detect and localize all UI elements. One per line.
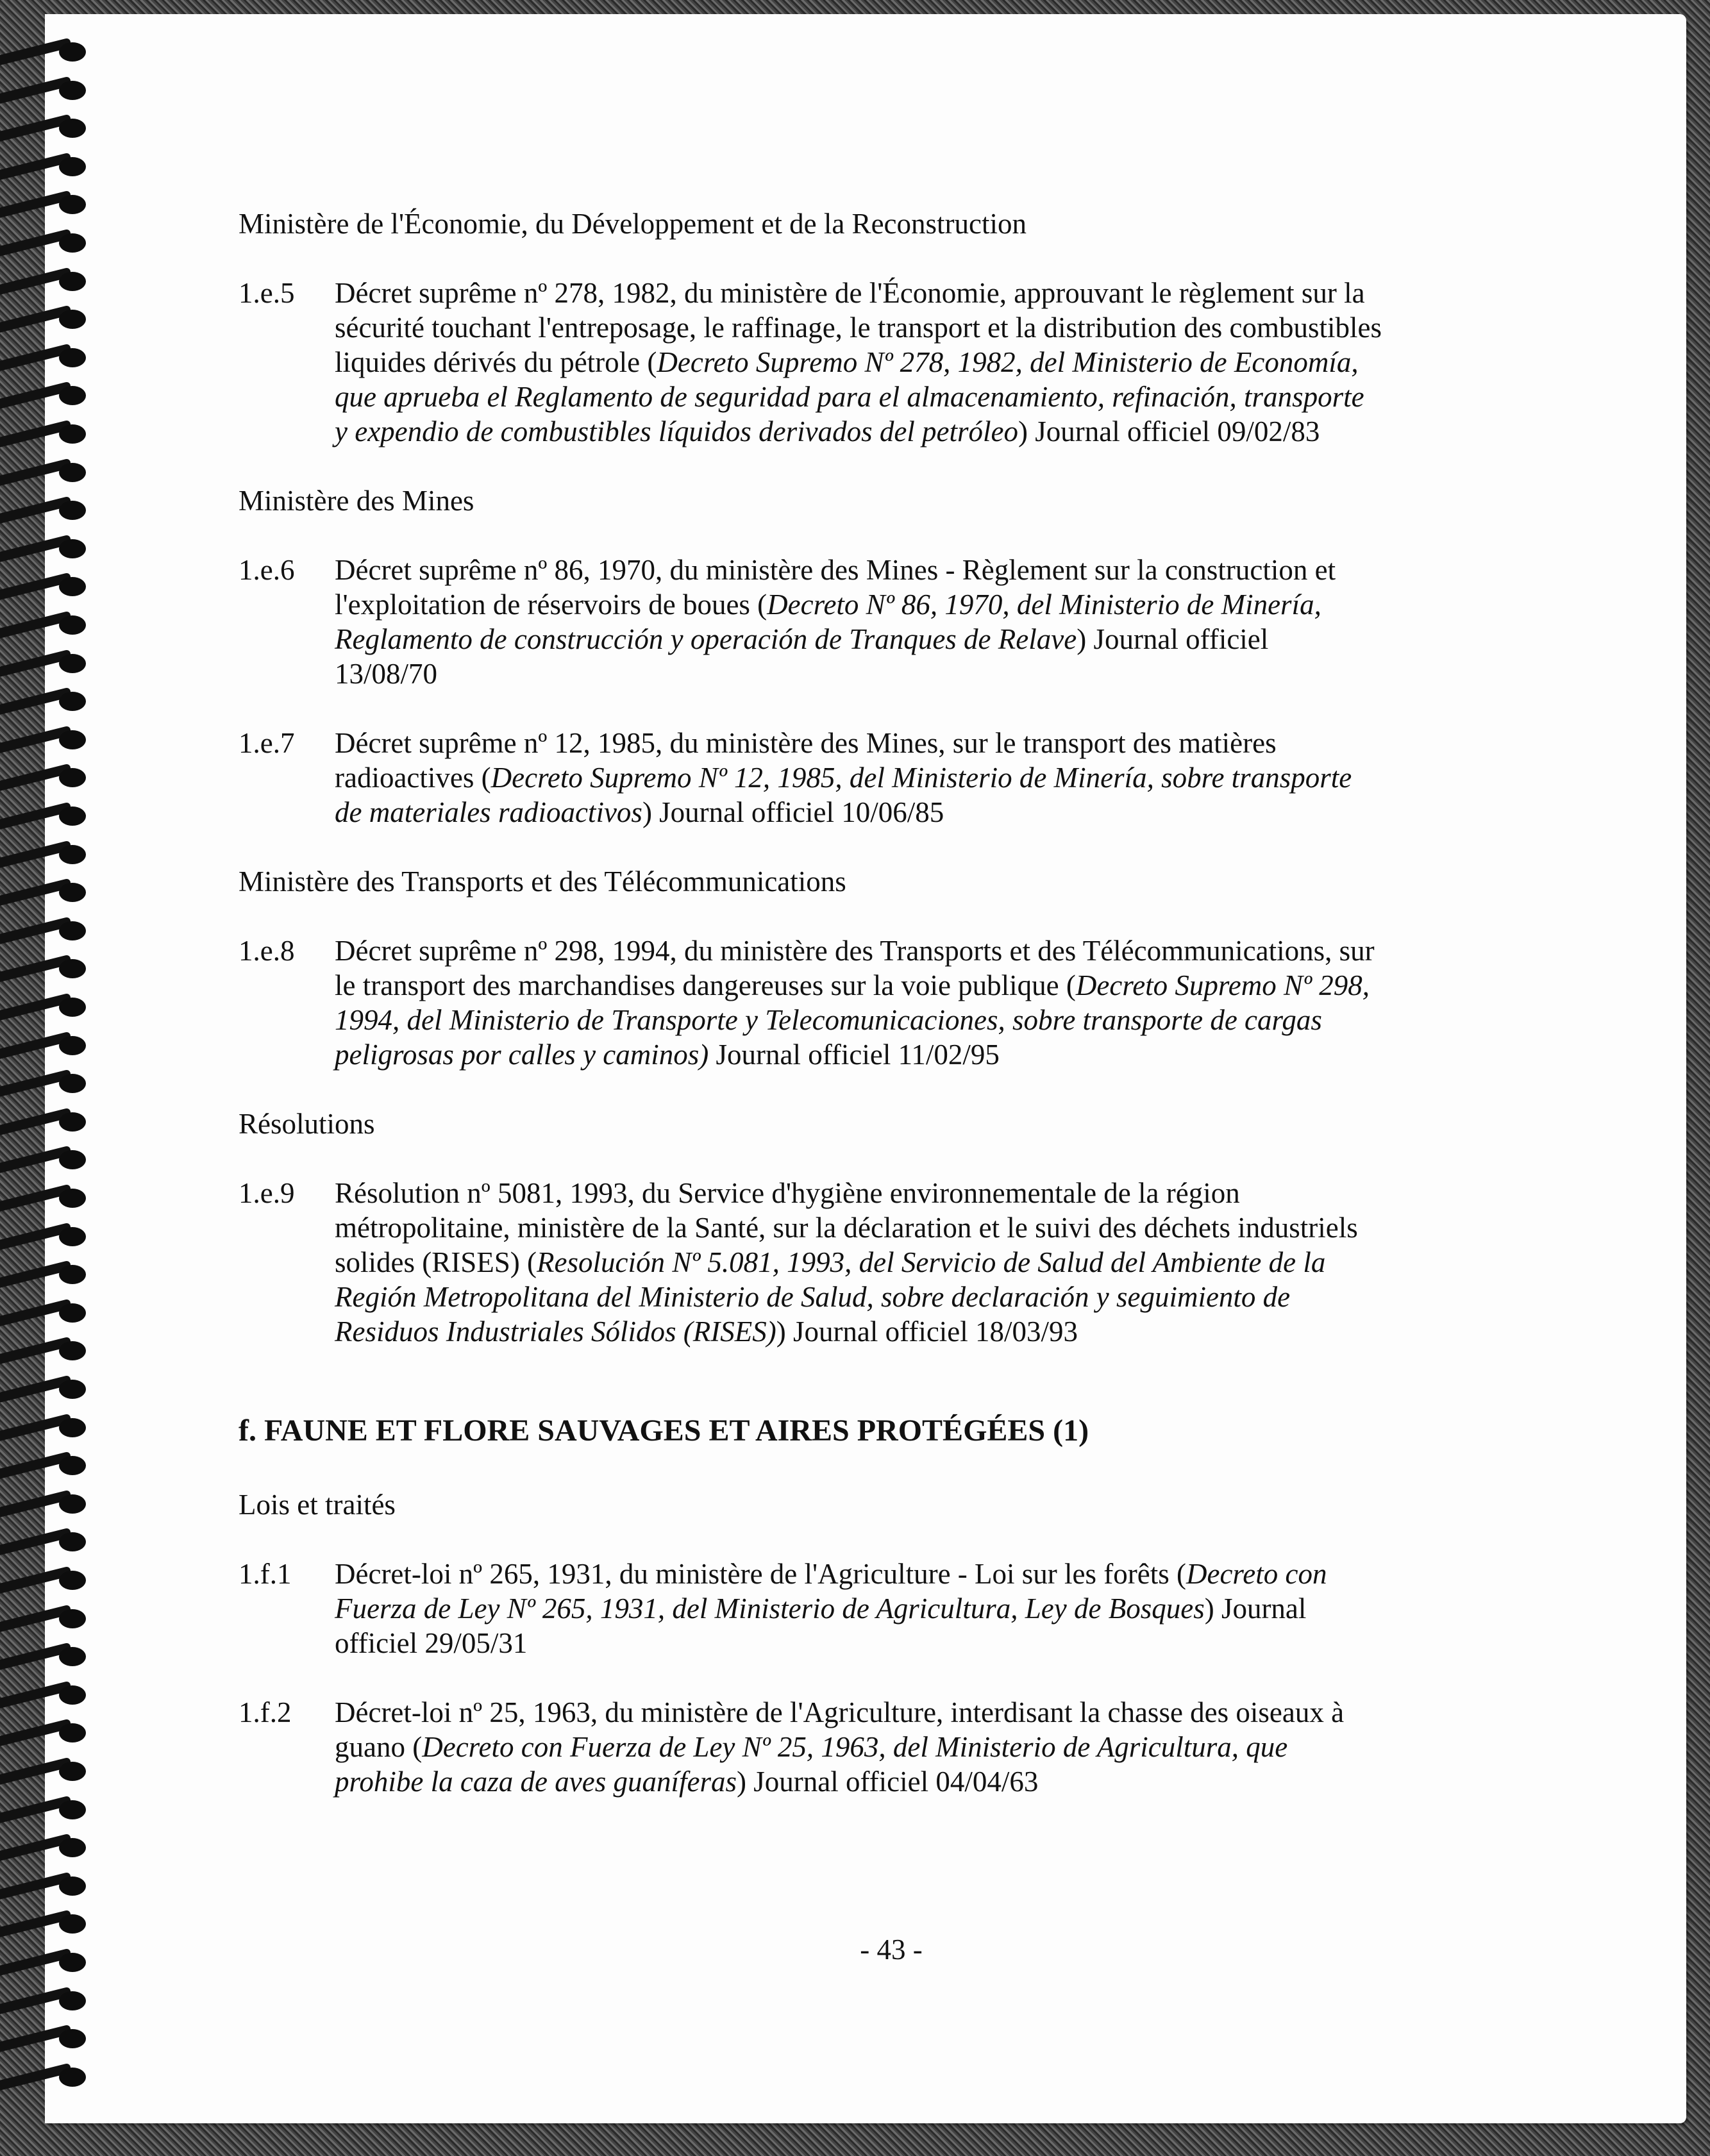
entry-line [335,587,1556,622]
binding-hole [59,272,86,291]
binding-ring [0,1261,96,1287]
entry-citation-italic: de materiales radioactivos [335,796,642,828]
entry-code: 1.e.6 [239,554,295,586]
binding-hole [59,1074,86,1093]
entry-text-part: 13/08/70 [335,658,438,690]
binding-hole [59,81,86,100]
page-number: - 43 - [860,1934,923,1966]
binding-ring [0,994,96,1019]
binding-hole [59,1953,86,1972]
binding-hole [59,577,86,596]
binding-hole [59,119,86,138]
binding-ring [0,38,96,64]
entry-text-part: l'exploitation de réservoirs de boues ( [335,589,767,621]
entry-citation-italic: Región Metropolitana del Ministerio de Salud, sobre declaración y seguimiento de [335,1281,1291,1313]
entry-line [335,1210,1556,1245]
entry-line [335,310,1556,345]
entry-line [335,380,1556,414]
entry-text-part: Décret suprême nº 298, 1994, du ministère des Transports et des Télécommunications, sur [335,935,1375,967]
binding-ring [0,573,96,599]
binding-hole [59,1647,86,1666]
section-heading-transports: Ministère des Transports et des Télécommunications [239,865,846,898]
binding-hole [59,1150,86,1169]
entry-line [335,1626,1556,1660]
entry-text-part: Décret-loi nº 25, 1963, du ministère de l'Agriculture, interdisant la chasse des oiseaux à [335,1696,1345,1728]
entry-code: 1.e.8 [239,935,295,967]
binding-hole [59,1762,86,1781]
entry-code: 1.e.9 [239,1177,295,1209]
binding-ring [0,77,96,103]
binding-hole [59,1571,86,1590]
binding-hole [59,845,86,864]
binding-hole [59,615,86,635]
entry-line [335,795,1556,830]
binding-ring [0,1299,96,1325]
entry-citation-italic: Residuos Industriales Sólidos (RISES) [335,1316,776,1348]
entry-text-part: ) Journal officiel 09/02/83 [1018,415,1320,447]
binding-ring [0,1146,96,1172]
entry-line [335,726,1556,760]
binding-hole [59,1036,86,1055]
binding-hole [59,768,86,787]
binding-ring [0,688,96,714]
binding-ring [0,1108,96,1134]
entry-line [335,1764,1556,1799]
binding-ring [0,268,96,294]
binding-hole [59,730,86,749]
binding-hole [59,1800,86,1819]
binding-ring [0,1414,96,1440]
entry-line [335,1314,1556,1349]
entry-text-part: métropolitaine, ministère de la Santé, sur la déclaration et le suivi des déchets industriels [335,1212,1358,1244]
binding-ring [0,191,96,217]
binding-hole [59,2029,86,2048]
entry-citation-italic: Decreto Nº 86, 1970, del Ministerio de Minería, [767,589,1321,621]
page-content [45,14,1686,2123]
binding-hole [59,1265,86,1284]
entry-line [335,345,1556,380]
entry-text-part: officiel 29/05/31 [335,1627,528,1659]
binding-ring [0,1185,96,1210]
entry-text [335,276,1556,449]
entry-line [335,553,1556,587]
binding-ring [0,459,96,485]
binding-ring [0,421,96,446]
section-heading-laws-treaties: Lois et traités [239,1489,396,1521]
entry-text-part: Décret suprême nº 86, 1970, du ministère des Mines - Règlement sur la construction et [335,554,1336,586]
binding-hole [59,1723,86,1742]
binding-hole [59,501,86,520]
binding-ring [0,1719,96,1745]
binding-hole [59,2068,86,2087]
binding-ring [0,497,96,522]
binding-hole [59,1303,86,1323]
binding-ring [0,955,96,981]
binding-hole [59,1609,86,1628]
entry-line [335,1695,1556,1730]
entry-citation-italic: prohibe la caza de aves guaníferas [335,1766,737,1798]
section-heading-resolutions: Résolutions [239,1108,375,1140]
binding-ring [0,1910,96,1936]
binding-hole [59,1456,86,1475]
entry-citation-italic: que aprueba el Reglamento de seguridad para el almacenamiento, refinación, transporte [335,381,1364,413]
binding-hole [59,1341,86,1360]
section-heading-mines: Ministère des Mines [239,485,474,517]
binding-hole [59,310,86,329]
binding-ring [0,306,96,331]
entry-line [335,1280,1556,1314]
entry-code: 1.e.5 [239,277,295,309]
entry-citation-italic: Decreto Supremo Nº 298, [1075,969,1370,1001]
entry-text [335,726,1556,830]
binding-hole [59,1112,86,1132]
binding-ring [0,1796,96,1822]
entry-text-part: ) Journal officiel 04/04/63 [737,1766,1039,1798]
binding-ring [0,1032,96,1058]
binding-ring [0,764,96,790]
binding-ring [0,1682,96,1707]
binding-hole [59,424,86,444]
entry-text-part: Journal officiel 11/02/95 [708,1039,1000,1071]
binding-hole [59,1838,86,1857]
spiral-binding [0,38,96,2109]
entry-text-part: ) Journal officiel 10/06/85 [642,796,944,828]
entry-text-part: ) Journal [1204,1592,1307,1625]
binding-ring [0,1223,96,1249]
binding-ring [0,1873,96,1898]
binding-ring [0,879,96,905]
binding-hole [59,157,86,176]
entry-line [335,760,1556,795]
binding-ring [0,1605,96,1631]
section-heading-economy: Ministère de l'Économie, du Développement et de la Reconstruction [239,208,1027,240]
entry-line [335,1591,1556,1626]
binding-hole [59,1876,86,1896]
entry-line [335,1730,1556,1764]
binding-hole [59,806,86,826]
binding-hole [59,463,86,482]
binding-hole [59,692,86,711]
entry-citation-italic: Decreto con [1186,1558,1327,1590]
entry-text [335,553,1556,691]
entry-line [335,1245,1556,1280]
binding-ring [0,917,96,943]
entry-code: 1.f.1 [239,1558,292,1590]
binding-hole [59,233,86,253]
binding-ring [0,1834,96,1860]
binding-ring [0,726,96,752]
binding-hole [59,654,86,673]
binding-hole [59,1532,86,1551]
entry-citation-italic: Resolución Nº 5.081, 1993, del Servicio de Salud del Ambiente de la [537,1246,1326,1278]
binding-hole [59,998,86,1017]
binding-hole [59,1380,86,1399]
entry-text [335,1695,1556,1799]
entry-text-part: radioactives ( [335,762,491,794]
binding-ring [0,841,96,867]
entry-citation-italic: 1994, del Ministerio de Transporte y Telecomunicaciones, sobre transporte de cargas [335,1004,1322,1036]
entry-code: 1.f.2 [239,1696,292,1728]
binding-hole [59,1189,86,1208]
entry-text-part: le transport des marchandises dangereuses sur la voie publique ( [335,969,1076,1001]
entry-text [335,1557,1556,1660]
binding-hole [59,42,86,62]
entry-line [335,1037,1556,1072]
entry-text-part: ) Journal officiel 18/03/93 [776,1316,1078,1348]
entry-line [335,1003,1556,1037]
binding-hole [59,1914,86,1934]
binding-ring [0,650,96,676]
entry-code: 1.e.7 [239,727,295,759]
binding-hole [59,1991,86,2010]
entry-line [335,1557,1556,1591]
binding-hole [59,1227,86,1246]
entry-text [335,1176,1556,1349]
binding-hole [59,959,86,978]
entry-text-part: Décret suprême nº 278, 1982, du ministère de l'Économie, approuvant le règlement sur la [335,277,1365,309]
binding-ring [0,535,96,561]
binding-ring [0,1949,96,1975]
binding-ring [0,115,96,140]
entry-line [335,656,1556,691]
binding-ring [0,1376,96,1401]
entry-line [335,622,1556,656]
binding-ring [0,612,96,637]
binding-hole [59,1418,86,1437]
binding-hole [59,539,86,558]
entry-line [335,933,1556,968]
binding-ring [0,2064,96,2089]
document-page [45,14,1686,2123]
entry-line [335,1176,1556,1210]
binding-ring [0,2025,96,2051]
binding-ring [0,1528,96,1554]
binding-ring [0,1337,96,1363]
binding-ring [0,230,96,255]
entry-text-part: guano ( [335,1731,423,1763]
binding-hole [59,195,86,214]
entry-text-part: Décret-loi nº 265, 1931, du ministère de l'Agriculture - Loi sur les forêts ( [335,1558,1186,1590]
entry-text-part: sécurité touchant l'entreposage, le raffinage, le transport et la distribution des combustibles [335,312,1382,344]
entry-text-part: ) Journal officiel [1077,623,1269,655]
entry-text [335,933,1556,1072]
binding-ring [0,1987,96,2013]
entry-line [335,414,1556,449]
entry-citation-italic: Decreto Supremo Nº 12, 1985, del Ministerio de Minería, sobre transporte [490,762,1352,794]
binding-hole [59,1685,86,1705]
binding-ring [0,1070,96,1096]
binding-ring [0,382,96,408]
binding-ring [0,1643,96,1669]
binding-ring [0,1758,96,1784]
entry-line [335,276,1556,310]
binding-hole [59,386,86,405]
entry-citation-italic: y expendio de combustibles líquidos derivados del petróleo [335,415,1019,447]
binding-hole [59,921,86,940]
entry-text-part: solides (RISES) ( [335,1246,537,1278]
entry-text-part: Décret suprême nº 12, 1985, du ministère des Mines, sur le transport des matières [335,727,1277,759]
section-heading-fauna-flora: f. FAUNE ET FLORE SAUVAGES ET AIRES PROTÉGÉES (1) [239,1414,1089,1448]
binding-ring [0,1491,96,1516]
entry-line [335,968,1556,1003]
binding-hole [59,348,86,367]
entry-citation-italic: Decreto con Fuerza de Ley Nº 25, 1963, del Ministerio de Agricultura, que [422,1731,1288,1763]
binding-hole [59,1494,86,1514]
binding-ring [0,1452,96,1478]
entry-citation-italic: Reglamento de construcción y operación de Tranques de Relave [335,623,1077,655]
binding-ring [0,803,96,828]
entry-text-part: Résolution nº 5081, 1993, du Service d'hygiène environnementale de la région [335,1177,1240,1209]
binding-ring [0,153,96,179]
binding-ring [0,1567,96,1592]
binding-ring [0,344,96,370]
entry-citation-italic: peligrosas por calles y caminos) [335,1039,709,1071]
entry-citation-italic: Fuerza de Ley Nº 265, 1931, del Ministerio de Agricultura, Ley de Bosques [335,1592,1205,1625]
entry-text-part: liquides dérivés du pétrole ( [335,346,657,378]
binding-hole [59,883,86,902]
entry-citation-italic: Decreto Supremo Nº 278, 1982, del Ministerio de Economía, [657,346,1359,378]
